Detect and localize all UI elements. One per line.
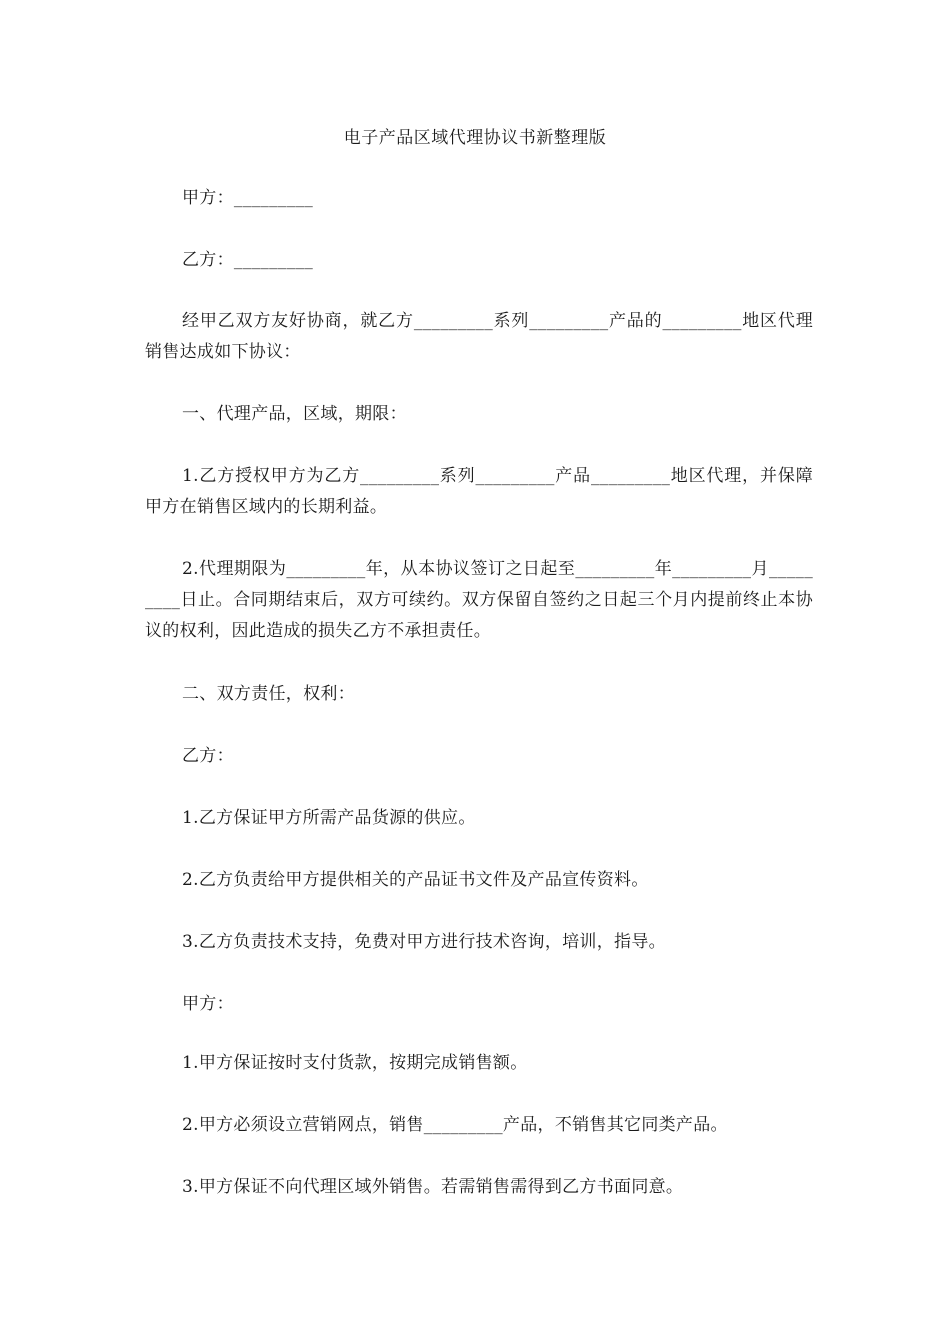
party-a-item-1: 1.甲方保证按时支付货款，按期完成销售额。 xyxy=(182,1053,528,1073)
intro-paragraph: 经甲乙双方友好协商，就乙方_________系列_________产品的_________地区代理销售达成如下协议： xyxy=(145,311,813,362)
party-b-item-3: 3.乙方负责技术支持，免费对甲方进行技术咨询，培训，指导。 xyxy=(182,932,666,952)
section-1-item-2: 2.代理期限为_________年，从本协议签订之日起至_________年_________月_________日止。合同期结束后，双方可续约。双方保留自签约之日起三个月内提前终止本协议的权利，因此造成的损失乙方不承担责任。 xyxy=(145,559,813,641)
party-a-item-2: 2.甲方必须设立营销网点，销售_________产品，不销售其它同类产品。 xyxy=(182,1115,728,1135)
party-a-line: 甲方：_________ xyxy=(182,188,314,208)
document-title: 电子产品区域代理协议书新整理版 xyxy=(343,128,607,148)
party-b-item-1: 1.乙方保证甲方所需产品货源的供应。 xyxy=(182,808,476,828)
party-a-item-3: 3.甲方保证不向代理区域外销售。若需销售需得到乙方书面同意。 xyxy=(182,1177,684,1197)
section-1-item-1: 1.乙方授权甲方为乙方_________系列_________产品_________地区代理，并保障甲方在销售区域内的长期利益。 xyxy=(145,466,813,517)
party-b-item-2: 2.乙方负责给甲方提供相关的产品证书文件及产品宣传资料。 xyxy=(182,870,649,890)
party-a-label: 甲方： xyxy=(182,994,234,1014)
section-1-heading: 一、代理产品，区域，期限： xyxy=(182,404,407,424)
section-2-heading: 二、双方责任，权利： xyxy=(182,684,355,704)
party-b-label: 乙方： xyxy=(182,746,234,766)
party-b-line: 乙方：_________ xyxy=(182,250,314,270)
